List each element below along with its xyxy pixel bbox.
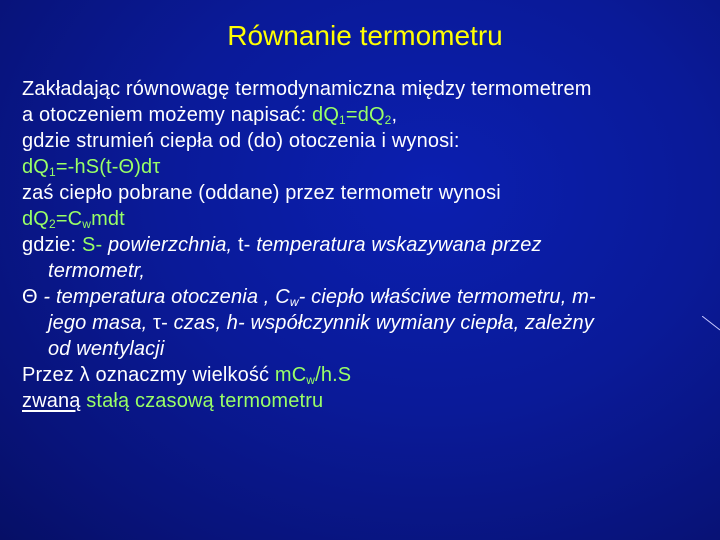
- text-span: Zakładając równowagę termodynamiczna między termometrem: [22, 78, 592, 100]
- formula-dq1-dq2: $dQ_1=dQ_2$: [312, 104, 392, 127]
- text-line-5: [22, 180, 714, 206]
- formula-heat-flux: $dQ_1=-hS(t-\Theta)d\tau$: [22, 156, 161, 179]
- symbol-tau: τ-: [153, 312, 168, 334]
- symbol-theta: Θ: [22, 286, 38, 308]
- symbol-t: t-: [232, 234, 251, 256]
- slide-title: Równanie termometru: [227, 20, 503, 51]
- text-line-2: [22, 102, 714, 128]
- formula-heat-absorbed: $dQ_2=C_wmdt$: [22, 208, 125, 231]
- symbol-s: S-: [81, 234, 103, 256]
- time-constant-label: stałą czasową termometru: [80, 390, 324, 412]
- text-line-7: gdzie: S- powierzchnia, t- temperatura wskazywana przez: [22, 234, 542, 256]
- text-span: zaś ciepło pobrane (oddane) przez termometr wynosi: [22, 182, 501, 204]
- text-line-8: termometr,: [48, 260, 146, 282]
- text-line-3: [22, 128, 714, 154]
- text-line-10: jego masa, τ- czas, h- współczynnik wymiany ciepła, zależny: [48, 312, 594, 334]
- text-span: ,: [391, 104, 398, 126]
- text-line-13: [22, 388, 714, 414]
- text-span: zwaną: [22, 390, 81, 412]
- decorative-line: [702, 316, 720, 334]
- text-line-1: [22, 76, 714, 102]
- slide-body: [22, 76, 714, 414]
- text-line-9: Θ - temperatura otoczenia , $C_w-$ ciepło właściwe termometru, m-: [22, 286, 596, 309]
- formula-time-constant: $mC_w/h.S$: [274, 364, 352, 387]
- text-line-12: Przez λ oznaczmy wielkość $mC_w/h.S$: [22, 364, 352, 387]
- text-span: a otoczeniem możemy napisać:: [22, 104, 313, 126]
- text-line-11: od wentylacji: [48, 338, 165, 360]
- symbol-lambda: λ: [79, 364, 90, 386]
- text-span: gdzie strumień ciepła od (do) otoczenia i wynosi:: [22, 130, 460, 152]
